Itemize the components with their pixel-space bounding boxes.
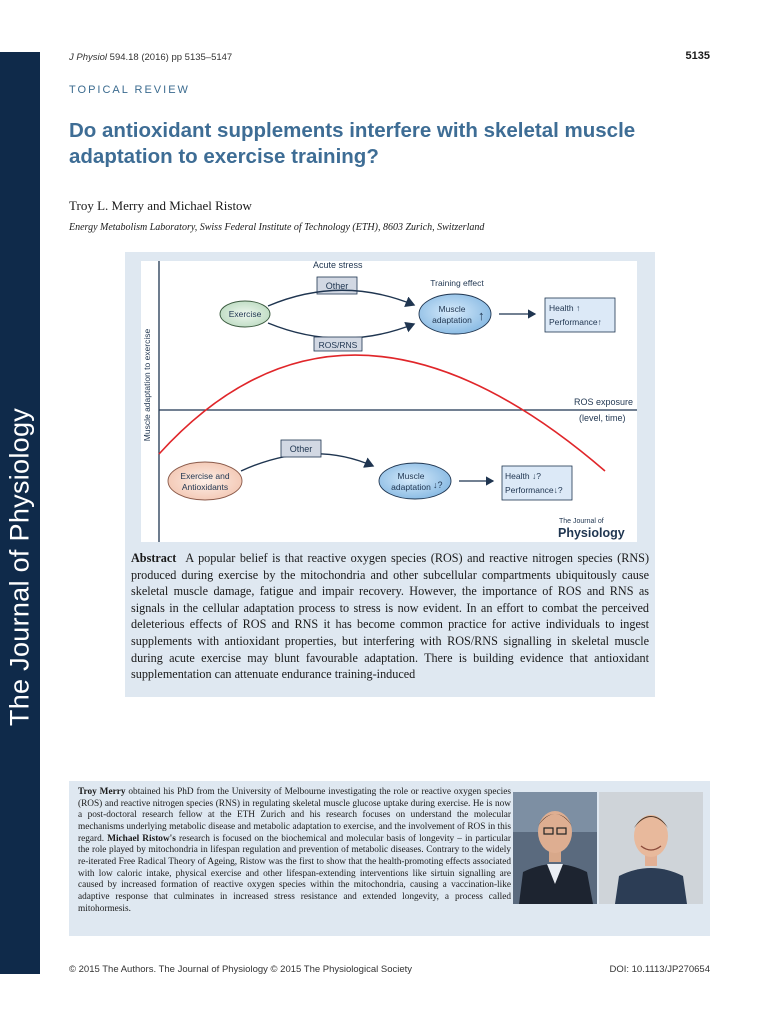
exercise-antioxidants-label: Exercise and Antioxidants bbox=[180, 471, 230, 492]
x-axis-label-1: ROS exposure bbox=[574, 397, 634, 407]
sidebar-journal-title: The Journal of Physiology bbox=[4, 407, 35, 727]
up-arrow-icon: ↑ bbox=[478, 308, 485, 323]
other-label-top: Other bbox=[325, 281, 349, 291]
other-label-bottom: Other bbox=[289, 444, 313, 454]
journal-sidebar bbox=[0, 52, 40, 974]
exercise-antioxidants-node bbox=[168, 462, 242, 500]
down-question-icon: ↓? bbox=[433, 480, 443, 490]
journal-logo-small: The Journal of bbox=[559, 518, 604, 525]
author-photo-ristow bbox=[599, 792, 703, 904]
y-axis-label: Muscle adaptation to exercise bbox=[142, 328, 152, 442]
performance-label-bottom: Performance↓? bbox=[505, 485, 563, 495]
authors: Troy L. Merry and Michael Ristow bbox=[69, 198, 252, 213]
acute-stress-label: Acute stress bbox=[313, 261, 363, 270]
bio-text-1: obtained his PhD from the University of Melbourne investigating the role or reactive oxygen species (ROS) and reactive nitrogen species (RNS) in regulating skeletal muscle glucose uptake during exercise. He is now a post-doctoral research fellow at the ETH Zurich and his research focuses on understand the molecular mechanisms underlying metabolic disease and metabolic adaptation to exercise, and the involvement of ROS in this regard. bbox=[78, 787, 511, 844]
arrow-exercise-rosrns bbox=[268, 323, 414, 338]
abstract-text: A popular belief is that reactive oxygen species (ROS) and reactive nitrogen species (RNS) produced during exercise by the mitochondria and other subcellular compartments ubiquitously cause skeletal muscle damage, fatigue and impair recovery. However, the importance of ROS and RNS as signals in the cellular adaptation process to stress is now evident. In an effort to combat the perceived deleterious effects of ROS and RNS it has become common practice for active individuals to ingest supplements with antioxidant properties, but interfering with ROS/RNS signalling in skeletal muscle during acute exercise may blunt favourable adaptation. There is building evidence that antioxidant supplementation can attenuate endurance training-induced bbox=[131, 551, 650, 682]
muscle-adaptation-label-bottom: Muscle adaptation bbox=[391, 471, 431, 492]
copyright: © 2015 The Authors. The Journal of Physiology © 2015 The Physiological Society bbox=[69, 964, 413, 975]
citation-details: 594.18 (2016) pp 5135–5147 bbox=[109, 52, 233, 63]
affiliation: Energy Metabolism Laboratory, Swiss Federal Institute of Technology (ETH), 8603 Zurich, Switzerland bbox=[69, 222, 485, 233]
doi: DOI: 10.1113/JP270654 bbox=[609, 964, 710, 975]
abstract-label: Abstract bbox=[131, 551, 177, 565]
author-photos bbox=[513, 792, 703, 904]
adaptation-curve bbox=[159, 355, 605, 471]
page-number: 5135 bbox=[685, 50, 710, 62]
training-effect-label: Training effect bbox=[430, 278, 484, 288]
ros-rns-label: ROS/RNS bbox=[318, 340, 358, 350]
health-label-bottom: Health ↓? bbox=[505, 471, 541, 481]
citation bbox=[69, 52, 232, 63]
health-label-top: Health ↑ bbox=[549, 303, 581, 313]
muscle-adaptation-label-top: Muscle adaptation bbox=[432, 304, 472, 325]
article-title: Do antioxidant supplements interfere with skeletal muscle adaptation to exercise training? bbox=[69, 119, 636, 168]
author-photo-merry bbox=[513, 792, 597, 904]
abstract bbox=[131, 550, 649, 683]
bio-name-2: Michael Ristow's bbox=[107, 833, 176, 844]
exercise-label: Exercise bbox=[228, 309, 262, 319]
citation-journal: J Physiol bbox=[69, 52, 108, 63]
journal-logo-big: Physiology bbox=[558, 526, 625, 540]
bio-name-1: Troy Merry bbox=[78, 787, 126, 797]
bio-text-2: research is focused on the biochemical and molecular basis of longevity – in particular the role played by mitochondria in lifespan regulation and prevention of metabolic diseases. Contrary to the widely re-iterated Free Radical Theory of Ageing, Ristow was the first to show that the health-promoting effects associated with low caloric intake, physical exercise and other lifespan-extending interventions like sirtuin signalling are caused by increased formation of reactive oxygen species within the mitochondria, causing a vaccination-like adaptive response that culminates in increased stress resistance and extended longevity, a process called mitohormesis. bbox=[78, 833, 511, 914]
section-label: TOPICAL REVIEW bbox=[69, 84, 190, 96]
performance-label-top: Performance↑ bbox=[549, 317, 602, 327]
graphical-abstract bbox=[141, 261, 637, 542]
x-axis-label-2: (level, time) bbox=[579, 413, 626, 423]
